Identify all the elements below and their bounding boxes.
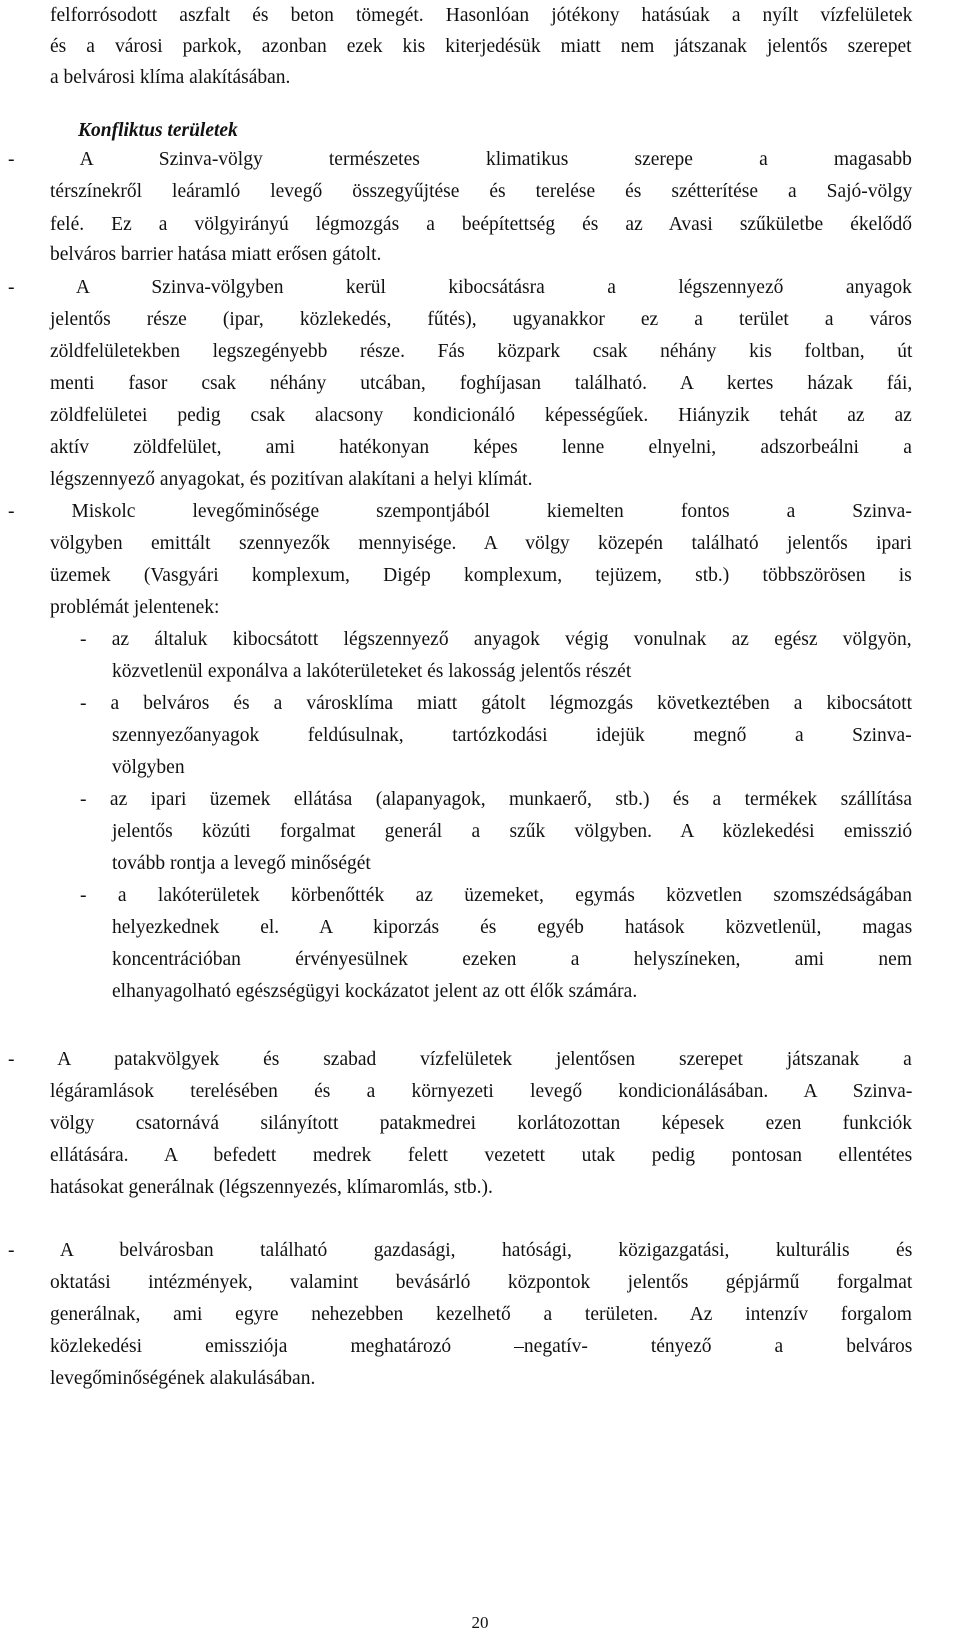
body-line: - az ipari üzemek ellátása (alapanyagok, munkaerő, stb.) és a termékek szállítása [80,789,913,810]
body-line: - az általuk kibocsátott légszennyező anyagok végig vonulnak az egész völgyön, [80,629,912,650]
body-line: ellátására. A befedett medrek felett vezetett utak pedig pontosan ellentétes [50,1145,913,1166]
body-line: problémát jelentenek: [50,597,220,618]
body-line: felé. Ez a völgyirányú légmozgás a beépítettség és az Avasi szűkületbe ékelődő [50,214,912,235]
body-line: zöldfelületei pedig csak alacsony kondicionáló képességűek. Hiányzik tehát az az [50,405,912,426]
body-line: közlekedési emissziója meghatározó –negatív- tényező a belváros [50,1336,913,1357]
body-line: generálnak, ami egyre nehezebben kezelhető a területen. Az intenzív forgalom [50,1304,912,1325]
body-line: koncentrációban érvényesülnek ezeken a helyszíneken, ami nem [112,949,912,970]
body-line: szennyezőanyagok feldúsulnak, tartózkodási idejük megnő a Szinva- [112,725,912,746]
intro-line: és a városi parkok, azonban ezek kis kiterjedésük miatt nem játszanak jelentős szerepet [50,36,912,57]
body-line: jelentős közúti forgalmat generál a szűk völgyben. A közlekedési emisszió [112,821,913,842]
body-line: üzemek (Vasgyári komplexum, Digép komplexum, tejüzem, stb.) többszörösen is [50,565,912,586]
body-line: - a lakóterületek körbenőtték az üzemeket, egymás közvetlen szomszédságában [80,885,912,906]
body-line: jelentős része (ipar, közlekedés, fűtés), ugyanakkor ez a terület a város [50,309,912,330]
body-line: menti fasor csak néhány utcában, foghíjasan található. A kertes házak fái, [50,373,913,394]
body-line: helyezkednek el. A kiporzás és egyéb hatások közvetlenül, magas [112,917,913,938]
body-line: völgy csatornává silányított patakmedrei korlátozottan képesek ezen funkciók [50,1113,912,1134]
body-line: légáramlások terelésében és a környezeti levegő kondicionálásában. A Szinva- [50,1081,913,1102]
body-line: közvetlenül exponálva a lakóterületeket és lakosság jelentős részét [112,661,632,682]
body-line: - A Szinva-völgy természetes klimatikus szerepe a magasabb [8,149,912,170]
body-line: légszennyező anyagokat, és pozitívan alakítani a helyi klímát. [50,469,533,490]
body-line: belváros barrier hatása miatt erősen gátolt. [50,244,382,265]
body-line: tovább rontja a levegő minőségét [112,853,371,874]
body-line: - A patakvölgyek és szabad vízfelületek jelentősen szerepet játszanak a [8,1049,912,1070]
body-line: térszínekről leáramló levegő összegyűjtése és terelése és szétterítése a Sajó-völgy [50,181,913,202]
intro-line: a belvárosi klíma alakításában. [50,67,291,88]
body-line: levegőminőségének alakulásában. [50,1368,316,1389]
body-line: aktív zöldfelület, ami hatékonyan képes lenne elnyelni, adszorbeálni a [50,437,912,458]
page-number: 20 [471,1613,489,1632]
section-heading: Konfliktus területek [78,120,238,141]
body-line: hatásokat generálnak (légszennyezés, klímaromlás, stb.). [50,1177,493,1198]
body-line: - Miskolc levegőminősége szempontjából kiemelten fontos a Szinva- [8,501,912,522]
body-line: - a belváros és a városklíma miatt gátolt légmozgás következtében a kibocsátott [80,693,913,714]
body-line: zöldfelületekben legszegényebb része. Fás közpark csak néhány kis foltban, út [50,341,913,362]
body-line: völgyben emittált szennyezők mennyisége. A völgy közepén található jelentős ipari [50,533,912,554]
body-line: oktatási intézmények, valamint bevásárló központok jelentős gépjármű forgalmat [50,1272,913,1293]
body-line: - A Szinva-völgyben kerül kibocsátásra a légszennyező anyagok [8,277,912,298]
body-line: elhanyagolható egészségügyi kockázatot jelent az ott élők számára. [112,981,638,1002]
body-line: völgyben [112,757,185,778]
intro-line: felforrósodott aszfalt és beton tömegét. Hasonlóan jótékony hatásúak a nyílt vízfelületek [50,5,913,26]
body-line: - A belvárosban található gazdasági, hatósági, közigazgatási, kulturális és [8,1240,913,1261]
